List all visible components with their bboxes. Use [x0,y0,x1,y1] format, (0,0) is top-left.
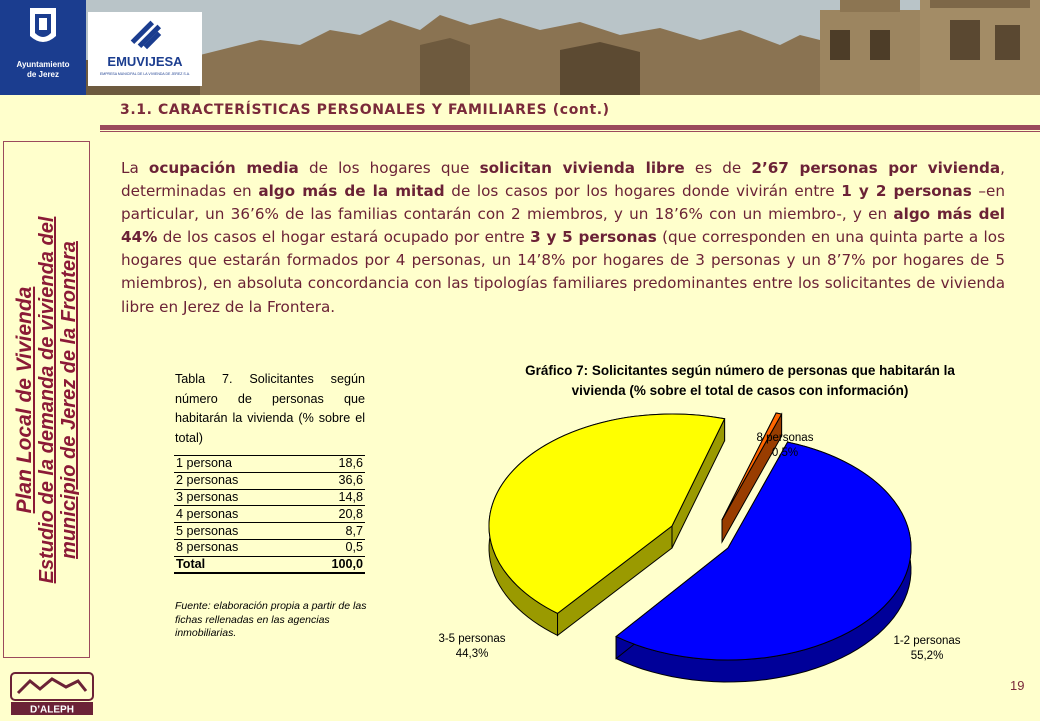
total-value: 100,0 [298,556,365,573]
total-label: Total [174,556,298,573]
section-title: 3.1. CARACTERÍSTICAS PERSONALES Y FAMILIARES (cont.) [120,102,610,118]
pie-value-label: 44,3% [455,648,489,660]
table-source: Fuente: elaboración propia a partir de las fichas rellenadas en las agencias inmobiliarias. [175,600,367,639]
table-row [174,489,365,506]
row-label: 1 persona [174,456,298,473]
table-row [174,523,365,540]
paragraph-bold: solicitan vivienda libre [479,159,685,177]
paragraph-bold: algo más de la mitad [258,182,445,201]
daleph-brand: D’ALEPH [30,704,74,716]
ayuntamiento-logo [0,0,86,95]
title-divider [100,125,1040,130]
coat-of-arms-icon [0,0,86,60]
paragraph-bold: algo más del 44% [121,205,1006,247]
emuvijesa-mark-icon [88,12,202,52]
title-divider-thin [100,131,1040,132]
chart-title: Gráfico 7: Solicitantes según número de personas que habitarán la vivienda (% sobre el total de casos con información) [525,363,955,398]
body-paragraph [121,157,1005,319]
ayuntamiento-city: de Jerez [26,70,60,79]
row-value: 18,6 [298,456,365,473]
daleph-logo [8,671,96,717]
table-row [174,539,365,556]
row-label: 2 personas [174,472,298,489]
sidebar-title-line3: municipio de Jerez de la Frontera [58,241,80,559]
emuvijesa-subtitle: EMPRESA MUNICIPAL DE LA VIVIENDA DE JEREZ S.A. [99,72,191,76]
row-value: 0,5 [298,539,365,556]
row-value: 14,8 [298,489,365,506]
paragraph-text: La [121,159,149,177]
paragraph-text: de los hogares que [298,159,480,177]
page-number: 19 [1010,678,1025,693]
row-value: 8,7 [298,523,365,540]
pie-label: 1-2 personas [893,635,961,647]
pie-value-label: 0,5% [771,447,799,459]
header-banner [0,0,1040,95]
table-row [174,456,365,473]
pie-label: 3-5 personas [438,633,506,645]
sidebar-vertical-title [14,140,80,660]
paragraph-bold: ocupación media [148,159,299,177]
row-value: 36,6 [298,472,365,489]
pie-value-label: 55,2% [910,650,944,662]
sidebar-frame [3,141,90,658]
table-row [174,506,365,523]
row-value: 20,8 [298,506,365,523]
paragraph-bold: 2’67 personas por vivienda [751,159,1001,177]
row-label: 5 personas [174,523,298,540]
paragraph-text: de los casos el hogar estará ocupado por entre [157,228,531,247]
sidebar-title-line2: Estudio de la demanda de vivienda del [36,216,58,584]
row-label: 8 personas [174,539,298,556]
paragraph-text: (que corresponden en una quinta parte a los hogares que estarán formados por 4 personas, un 14’8% por hogares de 3 personas y un 8’7% por hogares de 5 miembros), en absoluta concordancia con las tipologías familiares predominantes entre los solicitantes de vivienda libre en Jerez de la Frontera. [121,228,1005,316]
emuvijesa-name: EMUVIJESA [107,54,183,69]
paragraph-text: es de [684,159,752,177]
pie-chart [438,420,1000,680]
data-table [174,455,365,574]
row-label: 4 personas [174,506,298,523]
sidebar-title-line1: Plan Local de Vivienda [13,286,36,514]
paragraph-text: –en particular, un 36’6% de las familias contarán con 2 miembros, y un 18’6% con un miembro-, y en [121,182,1005,224]
row-label: 3 personas [174,489,298,506]
paragraph-text: de los casos por los hogares donde vivirán entre [444,182,842,201]
table-total-row [174,556,365,573]
paragraph-bold: 3 y 5 personas [530,228,657,247]
table-caption: Tabla 7. Solicitantes según número de personas que habitarán la vivienda (% sobre el total) [175,372,365,445]
emuvijesa-logo [88,12,202,86]
table-row [174,472,365,489]
paragraph-bold: 1 y 2 personas [841,182,972,201]
pie-label: 8 personas [756,432,814,444]
ayuntamiento-name: Ayuntamiento [16,60,70,69]
paragraph-text: , determinadas en [121,159,1005,201]
